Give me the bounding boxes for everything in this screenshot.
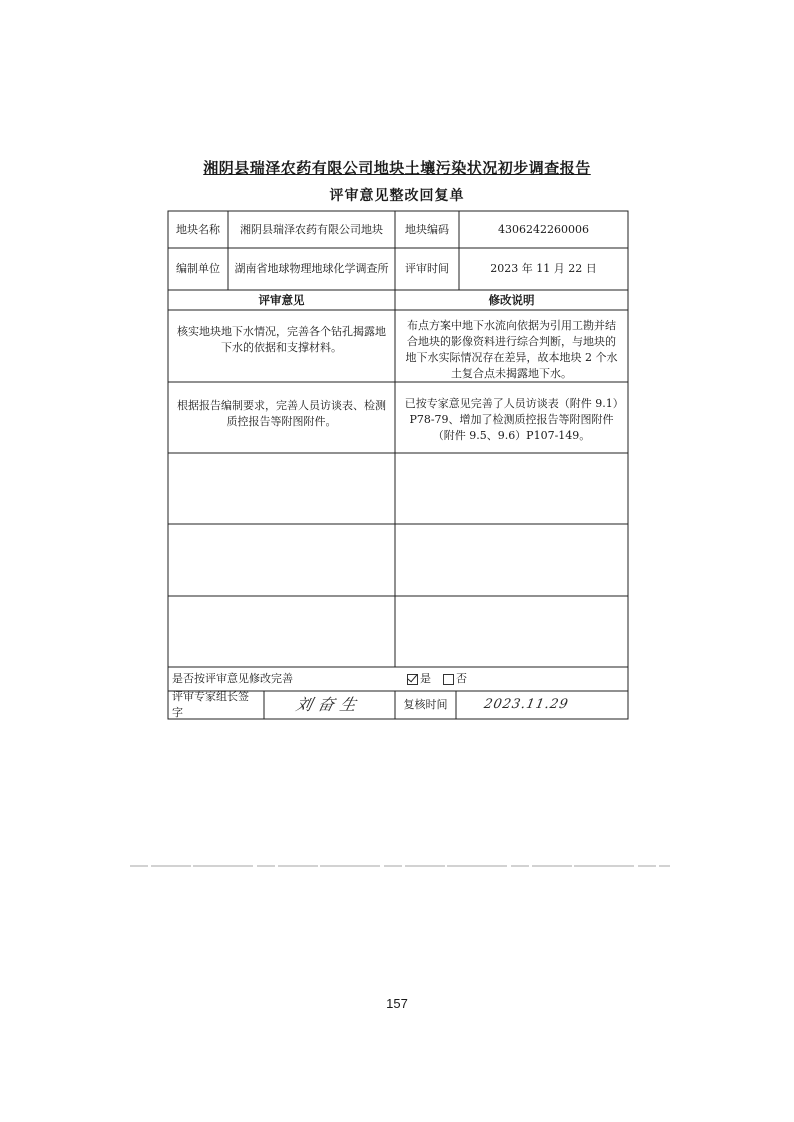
- opinion-column-header: 评审意见: [258, 293, 305, 307]
- no-label: 否: [456, 672, 467, 685]
- no-checkbox[interactable]: [443, 674, 454, 685]
- plot-name-value: 湘阴县瑞泽农药有限公司地块: [240, 222, 383, 236]
- recheck-time-value: [456, 691, 628, 719]
- leader-signature: [264, 691, 395, 719]
- compiler-value: 湖南省地球物理地球化学调查所: [234, 262, 389, 275]
- document-title: 湘阴县瑞泽农药有限公司地块土壤污染状况初步调查报告: [203, 159, 591, 177]
- leader-signature-text: 刘奋生: [294, 695, 365, 714]
- page-number: 157: [386, 996, 408, 1011]
- review-time-value: 2023 年 11 月 22 日: [490, 262, 597, 275]
- opinion-cell-1: 核实地块地下水情况，完善各个钻孔揭露地下水的依据和支撑材料。: [177, 325, 386, 354]
- recheck-time-handwritten: 2023.11.29: [482, 697, 570, 712]
- review-time-label: 评审时间: [405, 262, 449, 275]
- document-subtitle: 评审意见整改回复单: [329, 188, 465, 204]
- revision-cell-1: 布点方案中地下水流向依据为引用工勘并结合地块的影像资料进行综合判断，与地块的地下水实际情况存在差异，故本地块 2 个水土复合点未揭露地下水。: [405, 319, 618, 380]
- compiler-label: 编制单位: [176, 262, 220, 275]
- completion-options: [395, 667, 628, 691]
- plot-name-label: 地块名称: [176, 222, 220, 236]
- completion-label: 是否按评审意见修改完善: [172, 672, 293, 685]
- revision-cell-2: 已按专家意见完善了人员访谈表（附件 9.1）P78-79、增加了检测质控报告等附图附件（附件 9.5、9.6）P107-149。: [404, 397, 619, 442]
- plot-code-value: 4306242260006: [498, 222, 589, 236]
- yes-label: 是: [420, 672, 431, 685]
- revision-column-header: 修改说明: [488, 293, 535, 307]
- plot-code-label: 地块编码: [405, 222, 449, 236]
- yes-checkbox[interactable]: [407, 674, 418, 685]
- leader-signature-label: 评审专家组长签字: [172, 690, 249, 719]
- opinion-cell-2: 根据报告编制要求，完善人员访谈表、检测质控报告等附图附件。: [177, 399, 386, 428]
- recheck-time-label: 复核时间: [403, 698, 448, 711]
